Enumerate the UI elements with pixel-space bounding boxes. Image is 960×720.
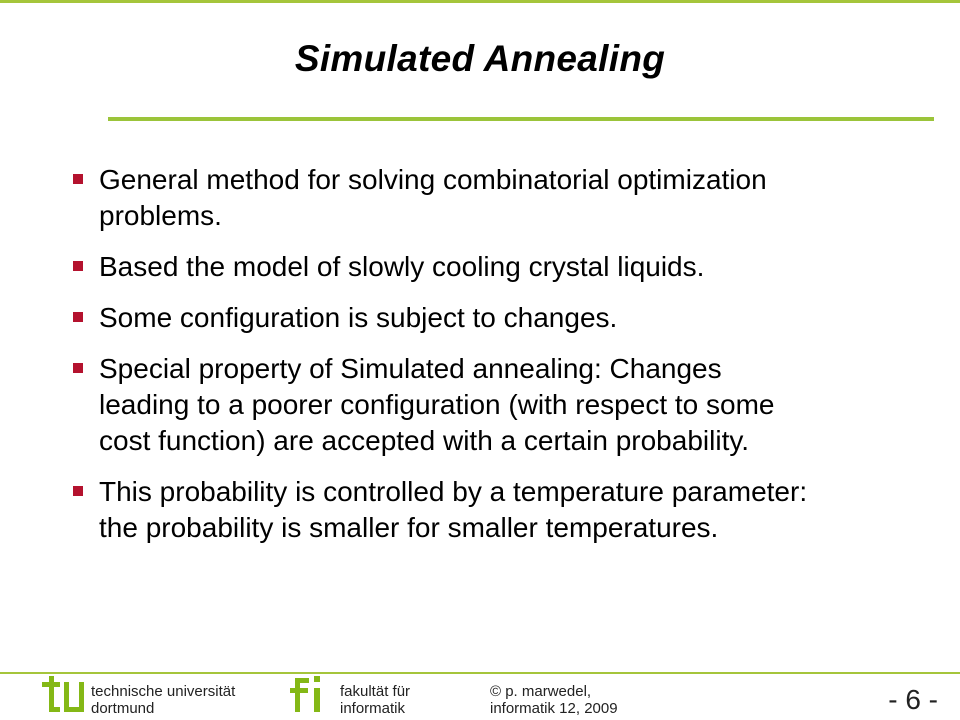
university-name xyxy=(91,683,235,717)
bullet-text: Based the model of slowly cooling crystal liquids. xyxy=(99,251,705,282)
square-bullet-icon xyxy=(73,363,83,373)
faculty-line2: informatik xyxy=(340,700,406,717)
bullet-text: General method for solving combinatorial optimization problems. xyxy=(99,164,767,231)
bullet-item xyxy=(72,300,812,336)
tu-logo-icon xyxy=(42,676,86,720)
bullet-text: Special property of Simulated annealing: Changes leading to a poorer configuration (with respect to some cost function) are accepted with a certain probability. xyxy=(99,353,775,456)
faculty-name xyxy=(340,683,410,717)
fi-logo-icon xyxy=(290,676,330,720)
bullet-item xyxy=(72,249,812,285)
bullet-item xyxy=(72,351,812,459)
university-line1: technische universität xyxy=(91,683,236,700)
square-bullet-icon xyxy=(73,312,83,322)
page-number: - 6 - xyxy=(888,684,938,715)
faculty-line1: fakultät für xyxy=(340,683,411,700)
square-bullet-icon xyxy=(73,486,83,496)
square-bullet-icon xyxy=(73,174,83,184)
bullet-text: Some configuration is subject to changes. xyxy=(99,302,618,333)
slide-title: Simulated Annealing xyxy=(294,38,666,79)
author-line1: © p. marwedel, xyxy=(490,683,592,700)
bullet-text: This probability is controlled by a temperature parameter: the probability is smaller for smaller temperatures. xyxy=(99,476,808,543)
university-line2: dortmund xyxy=(91,700,155,717)
footer-rule xyxy=(0,672,960,674)
bullet-item xyxy=(72,162,812,234)
author-credit xyxy=(490,683,618,717)
title-underline xyxy=(108,117,934,121)
bullet-list xyxy=(72,162,812,561)
top-accent-rule xyxy=(0,0,960,3)
author-line2: informatik 12, 2009 xyxy=(490,700,618,717)
square-bullet-icon xyxy=(73,261,83,271)
bullet-item xyxy=(72,474,812,546)
